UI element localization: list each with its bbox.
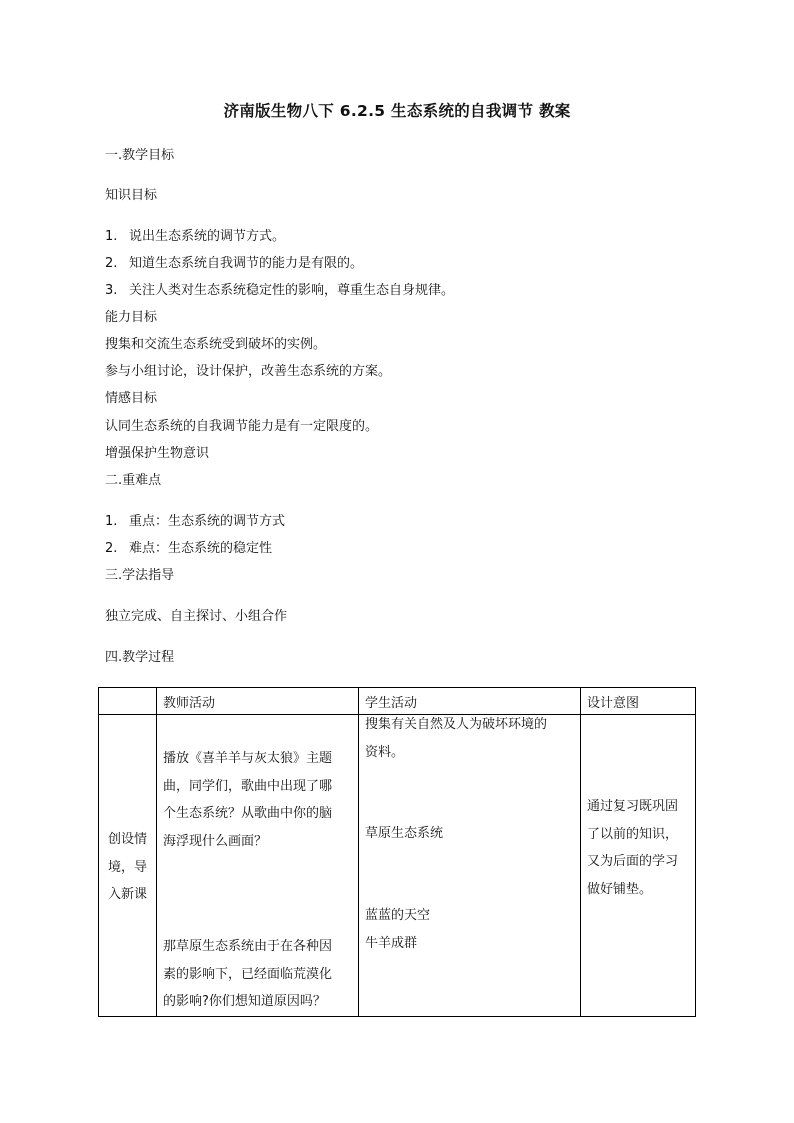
- teaching-process-table: [98, 687, 696, 1017]
- knowledge-goal-heading: 知识目标: [105, 188, 158, 203]
- knowledge-goal-item: [105, 229, 285, 245]
- text-line: 牛羊成群: [365, 935, 418, 951]
- table-row: [99, 715, 696, 1017]
- teacher-block-question: [163, 933, 332, 1016]
- text-line: 蓝蓝的天空: [365, 908, 431, 923]
- student-block-imagery: [365, 902, 430, 957]
- student-block-ecosystem: [365, 820, 443, 848]
- design-intent-cell: [581, 715, 696, 1017]
- method-heading: 三.学法指导: [105, 568, 175, 583]
- process-heading: 四.教学过程: [105, 650, 175, 665]
- key-point-item: [105, 541, 272, 557]
- ability-goal-item: 参与小组讨论，设计保护，改善生态系统的方案。: [105, 364, 392, 379]
- text-line: 搜集有关自然及人为破坏环境的: [365, 717, 548, 732]
- stage-line: 创设情: [107, 832, 147, 848]
- list-number: 2.: [105, 541, 118, 556]
- text-line: 草原生态系统: [365, 826, 444, 841]
- teacher-block-intro: [163, 745, 332, 855]
- knowledge-goal-item: [105, 256, 363, 272]
- text-line: 播放《喜羊羊与灰太狼》主题: [163, 751, 333, 766]
- intent-block: [587, 793, 678, 903]
- header-cell-empty: [99, 688, 157, 715]
- list-number: 2.: [105, 256, 118, 271]
- text-line: 资料。: [365, 744, 405, 760]
- stage-cell: [99, 715, 157, 1017]
- section-teaching-goals: 一.教学目标: [105, 148, 175, 163]
- text-line: 又为后面的学习: [587, 854, 679, 869]
- text-line: 海浮现什么画面？: [163, 833, 268, 849]
- list-text: 关注人类对生态系统稳定性的影响，尊重生态自身规律。: [129, 283, 455, 298]
- emotion-goal-item: 增强保护生物意识: [105, 446, 210, 461]
- list-text: 难点：生态系统的稳定性: [129, 541, 273, 556]
- list-text: 重点：生态系统的调节方式: [129, 514, 286, 529]
- student-activity-cell: [359, 715, 581, 1017]
- list-number: 1.: [105, 229, 118, 244]
- emotion-goal-heading: 情感目标: [105, 391, 158, 406]
- stage-line: 境，导: [107, 859, 147, 875]
- header-design-intent: 设计意图: [581, 688, 696, 715]
- list-number: 3.: [105, 283, 118, 298]
- student-block-collect: [365, 711, 547, 766]
- knowledge-goal-item: [105, 283, 454, 299]
- text-line: 做好铺垫。: [587, 881, 653, 897]
- stage-line: 入新课: [107, 887, 147, 903]
- text-line: 的影响?你们想知道原因吗？: [163, 994, 326, 1009]
- teacher-activity-cell: [157, 715, 359, 1017]
- ability-goal-item: 搜集和交流生态系统受到破坏的实例。: [105, 337, 327, 352]
- ability-goal-heading: 能力目标: [105, 310, 158, 325]
- text-line: 了以前的知识，: [587, 826, 679, 842]
- key-point-item: [105, 514, 285, 530]
- text-line: 个生态系统？从歌曲中你的脑: [163, 806, 333, 821]
- list-text: 说出生态系统的调节方式。: [129, 229, 286, 244]
- document-title: 济南版生物八下 6.2.5 生态系统的自我调节 教案: [223, 102, 571, 120]
- method-text: 独立完成、自主探讨、小组合作: [105, 609, 288, 624]
- text-line: 素的影响下，已经面临荒漠化: [163, 966, 333, 982]
- key-points-heading: 二.重难点: [105, 473, 162, 488]
- text-line: 通过复习既巩固: [587, 799, 679, 814]
- header-teacher-activity: 教师活动: [157, 688, 359, 715]
- text-line: 那草原生态系统由于在各种因: [163, 939, 333, 954]
- header-student-activity: 学生活动: [359, 688, 581, 715]
- text-line: 曲，同学们，歌曲中出现了哪: [163, 778, 333, 794]
- list-number: 1.: [105, 514, 118, 529]
- list-text: 知道生态系统自我调节的能力是有限的。: [129, 256, 364, 271]
- emotion-goal-item: 认同生态系统的自我调节能力是有一定限度的。: [105, 419, 379, 434]
